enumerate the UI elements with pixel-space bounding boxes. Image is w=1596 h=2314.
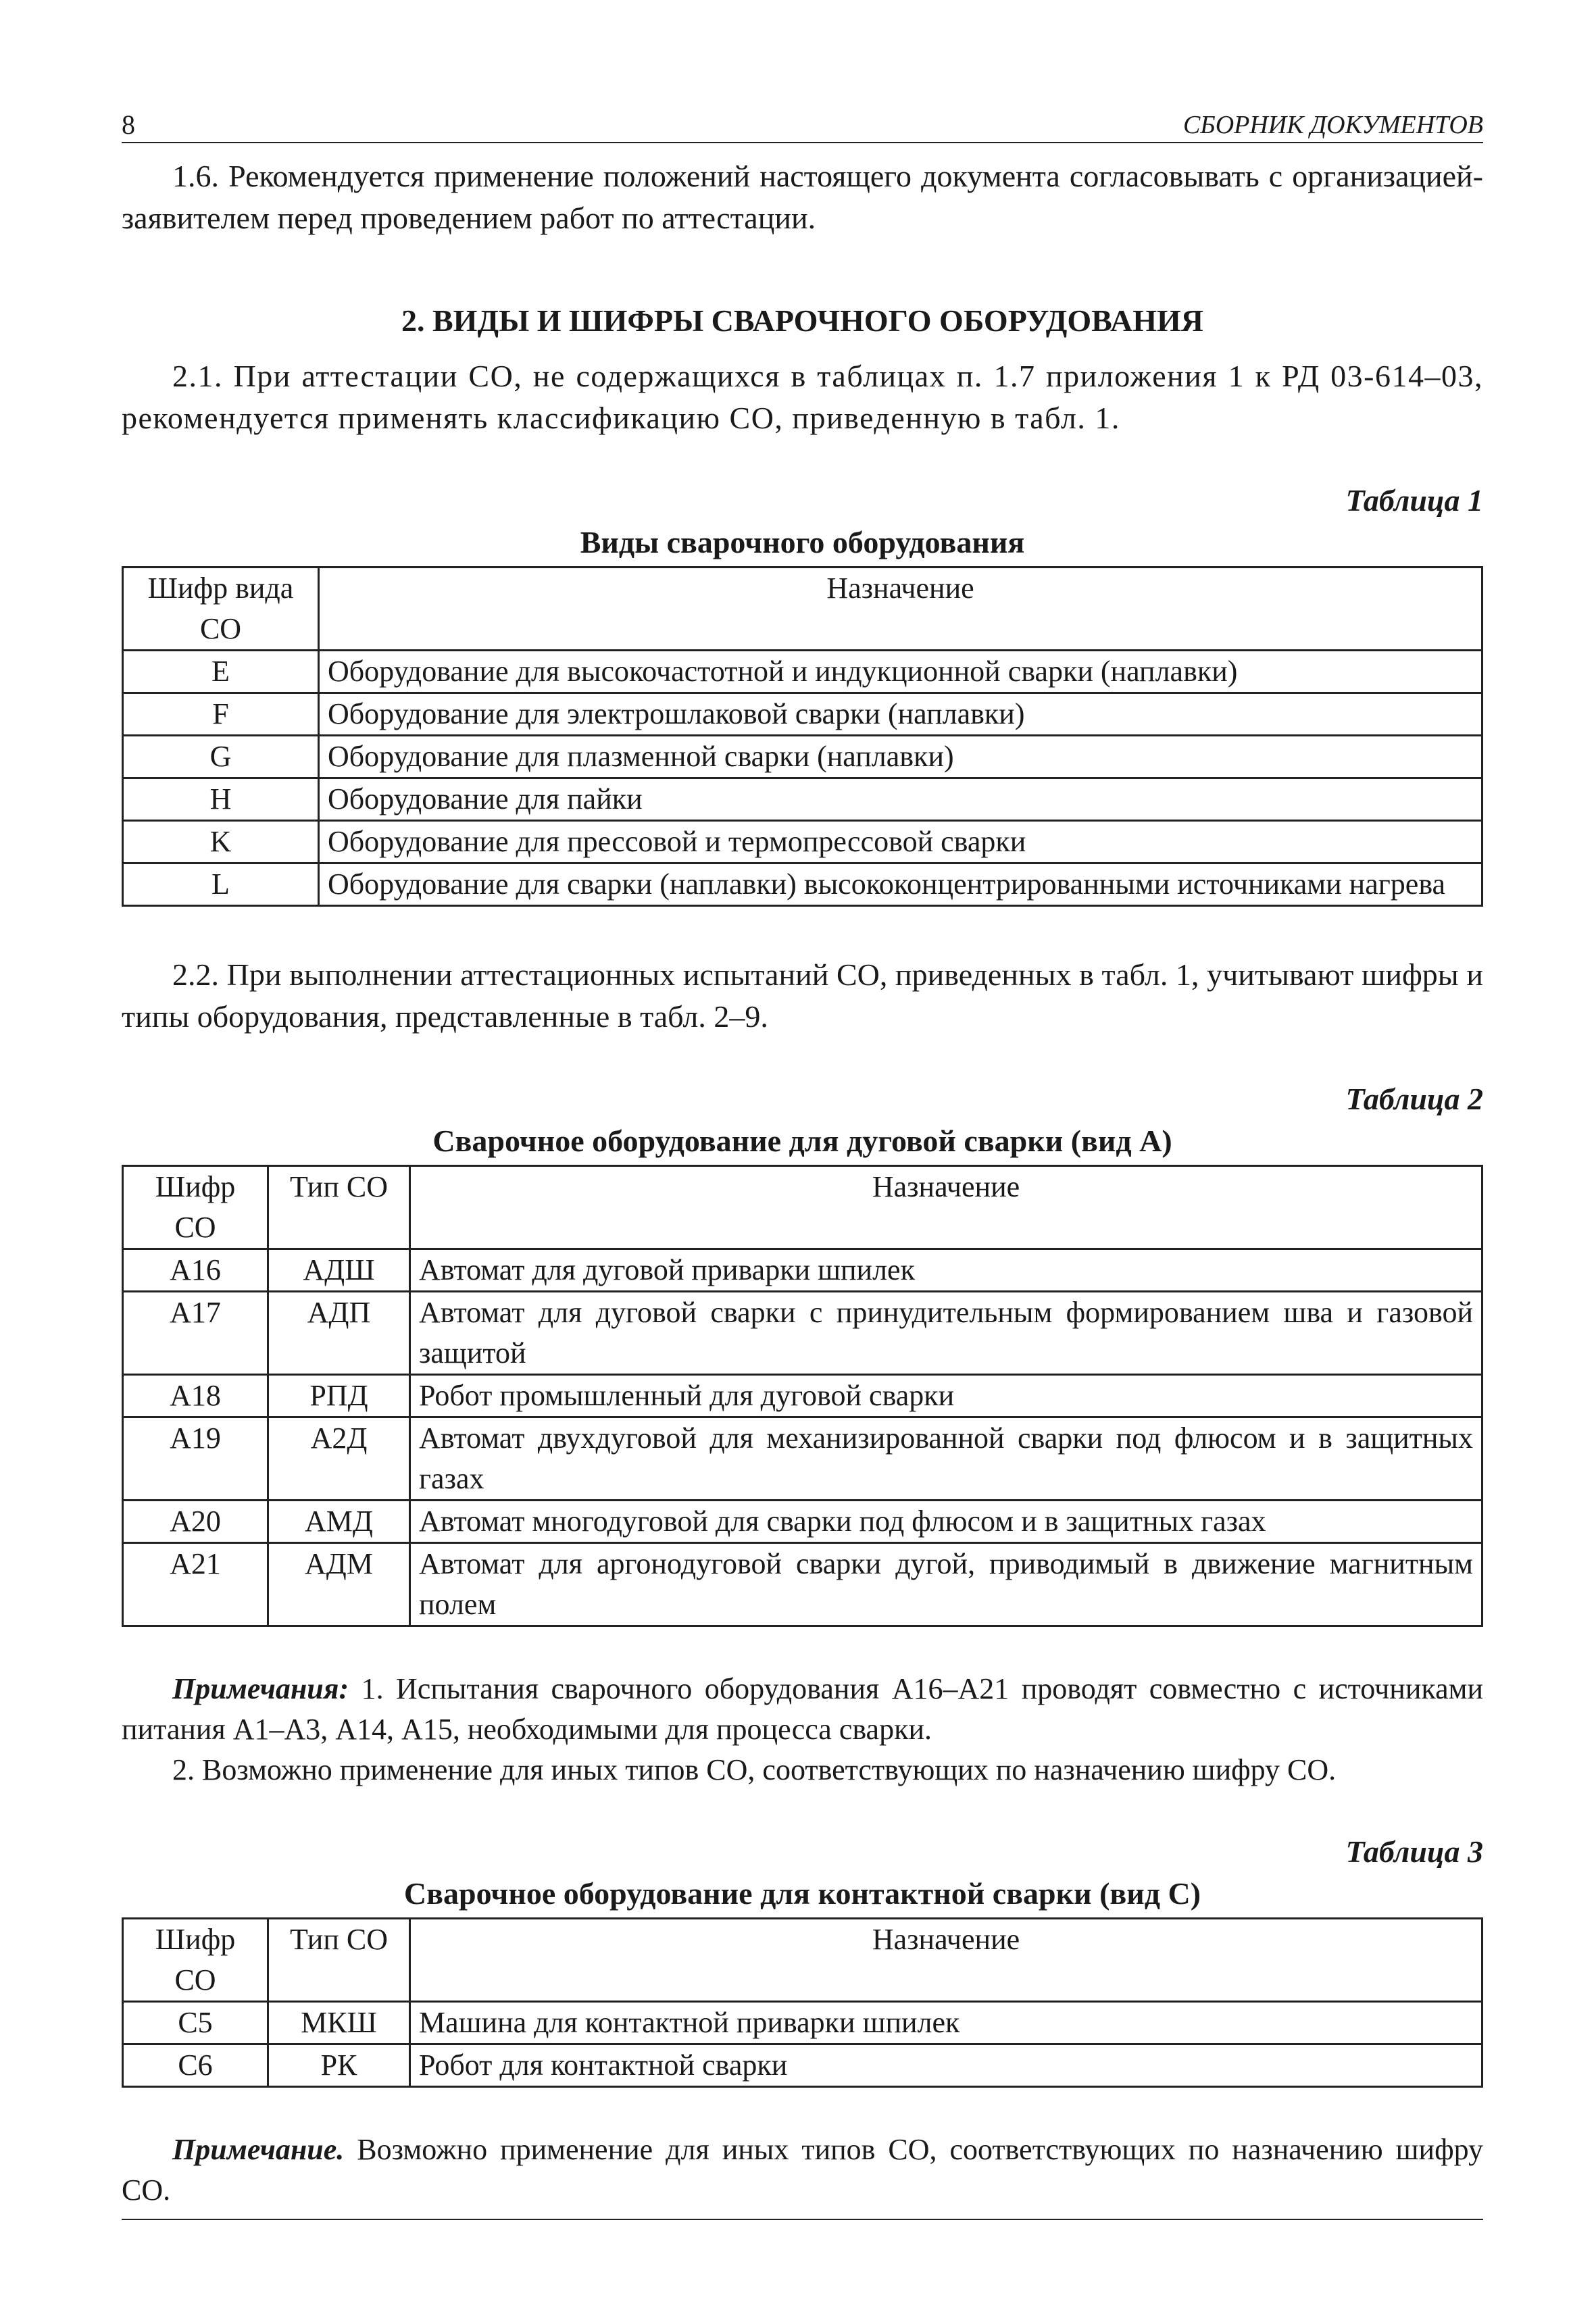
cell-purpose: Робот промышленный для дуговой сварки [410, 1375, 1482, 1417]
cell-purpose: Оборудование для прессовой и термопрессовой сварки [319, 821, 1482, 863]
table-1-caption: Виды сварочного оборудования [580, 525, 1025, 559]
cell-type: МКШ [268, 2002, 410, 2044]
cell-purpose: Оборудование для пайки [319, 778, 1482, 821]
cell-purpose: Оборудование для сварки (наплавки) высококонцентрированными источниками нагрева [319, 863, 1482, 906]
table-row [123, 736, 1482, 778]
cell-type: АДШ [268, 1249, 410, 1292]
column-header-code: Шифр вида СО [123, 568, 319, 651]
cell-code: С5 [123, 2002, 268, 2044]
table-1-label: Таблица 1 [1345, 483, 1483, 518]
table-3-caption: Сварочное оборудование для контактной сварки (вид С) [403, 1876, 1201, 1911]
running-title: СБОРНИК ДОКУМЕНТОВ [1182, 111, 1483, 139]
note [122, 2130, 1483, 2211]
paragraph-2-2: 2.2. При выполнении аттестационных испытаний СО, приведенных в табл. 1, учитывают шифры и типы оборудования, представленные в табл. 2–9. [122, 957, 1483, 1034]
table-row [123, 863, 1482, 906]
table-row [123, 1292, 1482, 1375]
table-2-notes [122, 1669, 1483, 1790]
note-label: Примечание. [172, 2133, 345, 2166]
column-header-type: Тип СО [268, 1919, 410, 2002]
table-header-row [123, 1166, 1482, 1249]
cell-code: А19 [123, 1417, 268, 1501]
cell-code: А18 [123, 1375, 268, 1417]
table-row [123, 2044, 1482, 2087]
table-row [123, 1375, 1482, 1417]
notes-label: Примечания: [172, 1672, 349, 1705]
cell-type: РК [268, 2044, 410, 2087]
table-2-caption: Сварочное оборудование для дуговой сварки (вид А) [432, 1124, 1172, 1158]
cell-purpose: Оборудование для электрошлаковой сварки (наплавки) [319, 693, 1482, 736]
column-header-purpose: Назначение [410, 1166, 1482, 1249]
cell-purpose: Оборудование для плазменной сварки (наплавки) [319, 736, 1482, 778]
cell-type: АМД [268, 1501, 410, 1543]
table-row [123, 1417, 1482, 1501]
cell-code: K [123, 821, 319, 863]
cell-type: АДМ [268, 1543, 410, 1626]
table-row [123, 651, 1482, 693]
table-row [123, 1543, 1482, 1626]
note-text: Возможно применение для иных типов СО, соответствующих по назначению шифру СО. [122, 2133, 1483, 2207]
note-2: 2. Возможно применение для иных типов СО, соответствующих по назначению шифру СО. [172, 1753, 1337, 1786]
table-row [123, 1249, 1482, 1292]
table-row [123, 778, 1482, 821]
cell-purpose: Автомат для дуговой сварки с принудительным формированием шва и газовой защитой [410, 1292, 1482, 1375]
cell-type: РПД [268, 1375, 410, 1417]
column-header-code: Шифр СО [123, 1166, 268, 1249]
paragraph-2-1: 2.1. При аттестации СО, не содержащихся в таблицах п. 1.7 приложения 1 к РД 03-614–03, рекомендуется применять классификацию СО, приведенную в табл. 1. [122, 359, 1483, 435]
cell-code: А16 [123, 1249, 268, 1292]
note-1 [122, 1669, 1483, 1750]
cell-purpose: Машина для контактной приварки шпилек [410, 2002, 1482, 2044]
table-row [123, 821, 1482, 863]
table-1 [122, 566, 1483, 907]
cell-code: H [123, 778, 319, 821]
table-3 [122, 1917, 1483, 2088]
cell-type: АДП [268, 1292, 410, 1375]
document-page [122, 101, 1483, 2220]
page-number: 8 [122, 109, 135, 140]
cell-code: С6 [123, 2044, 268, 2087]
cell-purpose: Автомат многодуговой для сварки под флюсом и в защитных газах [410, 1501, 1482, 1543]
cell-purpose: Автомат для дуговой приварки шпилек [410, 1249, 1482, 1292]
paragraph-1-6: 1.6. Рекомендуется применение положений настоящего документа согласовывать с организацией-заявителем перед проведением работ по аттестации. [122, 159, 1483, 235]
cell-purpose: Автомат двухдуговой для механизированной сварки под флюсом и в защитных газах [410, 1417, 1482, 1501]
column-header-type: Тип СО [268, 1166, 410, 1249]
page-header [122, 101, 1483, 143]
cell-code: F [123, 693, 319, 736]
cell-code: L [123, 863, 319, 906]
cell-code: А17 [123, 1292, 268, 1375]
column-header-purpose: Назначение [410, 1919, 1482, 2002]
cell-code: А21 [123, 1543, 268, 1626]
table-2 [122, 1165, 1483, 1627]
column-header-purpose: Назначение [319, 568, 1482, 651]
cell-code: А20 [123, 1501, 268, 1543]
column-header-code: Шифр СО [123, 1919, 268, 2002]
note-1-text: 1. Испытания сварочного оборудования А16–А21 проводят совместно с источниками питания А1–А3, А14, А15, необходимыми для процесса сварки. [122, 1672, 1483, 1746]
table-3-notes [122, 2130, 1483, 2211]
cell-purpose: Автомат для аргонодуговой сварки дугой, приводимый в движение магнитным полем [410, 1543, 1482, 1626]
cell-purpose: Робот для контактной сварки [410, 2044, 1482, 2087]
cell-code: E [123, 651, 319, 693]
cell-code: G [123, 736, 319, 778]
table-3-label: Таблица 3 [1345, 1834, 1483, 1869]
table-header-row [123, 568, 1482, 651]
section-heading: 2. ВИДЫ И ШИФРЫ СВАРОЧНОГО ОБОРУДОВАНИЯ [401, 303, 1203, 338]
table-row [123, 693, 1482, 736]
cell-type: А2Д [268, 1417, 410, 1501]
table-header-row [123, 1919, 1482, 2002]
bottom-rule [122, 2219, 1483, 2220]
table-2-label: Таблица 2 [1345, 1082, 1483, 1116]
table-row [123, 1501, 1482, 1543]
table-row [123, 2002, 1482, 2044]
cell-purpose: Оборудование для высокочастотной и индукционной сварки (наплавки) [319, 651, 1482, 693]
